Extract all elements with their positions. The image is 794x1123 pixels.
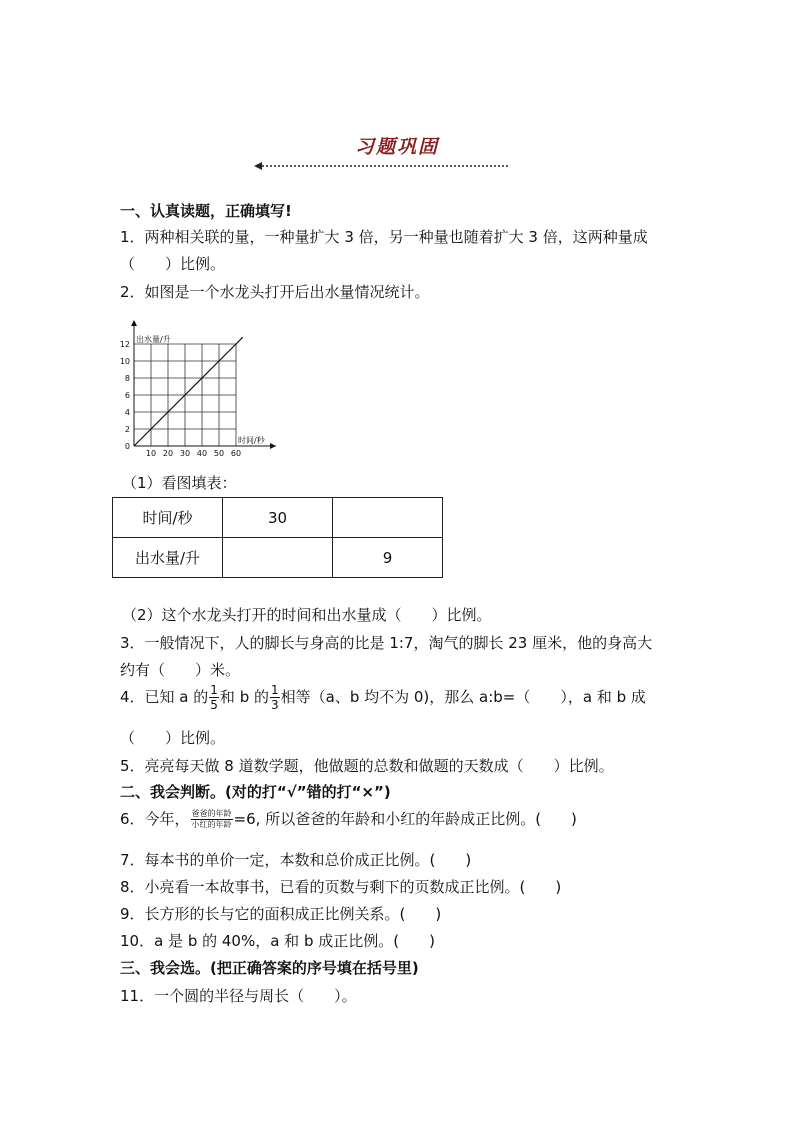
x-tick-label: 30	[179, 449, 191, 458]
y-tick-label: 6	[124, 391, 130, 400]
question-10: 10．a 是 b 的 40%，a 和 b 成正比例。( )	[120, 932, 435, 950]
question-9: 9．长方形的长与它的面积成正比例关系。( )	[120, 905, 442, 923]
fraction-one-third: $\frac{1}{3}$	[270, 683, 279, 712]
water-flow-chart	[112, 318, 282, 460]
table-row	[113, 498, 443, 538]
x-tick-label: 10	[145, 449, 157, 458]
table-cell: 出水量/升	[113, 538, 223, 578]
x-tick-label: 40	[196, 449, 208, 458]
question-1-line-2: （ ）比例。	[120, 255, 226, 273]
question-3-line-1: 3．一般情况下，人的脚长与身高的比是 1:7，淘气的脚长 23 厘米，他的身高大	[120, 634, 653, 652]
question-6: 6．今年， $\frac{\text{爸爸的年龄}}{\text{小红的年龄}}$ =6, 所以爸爸的年龄和小红的年龄成正比例。( )	[120, 809, 577, 829]
section-1-heading: 一、认真读题，正确填写!	[120, 202, 292, 220]
table-cell: 30	[223, 498, 333, 538]
y-tick-label: 2	[124, 425, 130, 434]
table-cell: 时间/秒	[113, 498, 223, 538]
question-8: 8．小亮看一本故事书，已看的页数与剩下的页数成正比例。( )	[120, 878, 562, 896]
table-cell: 9	[333, 538, 443, 578]
question-4-line-2: （ ）比例。	[120, 729, 226, 747]
section-2-heading: 二、我会判断。(对的打“√”错的打“×”)	[120, 783, 391, 801]
question-4-line-1: 4．已知 a 的 $\frac{1}{5}$ 和 b 的 $\frac{1}{3}$ 相等（a、b 均不为 0)，那么 a:b=（ ），a 和 b 成	[120, 683, 646, 712]
x-tick-label: 50	[213, 449, 225, 458]
fill-table	[112, 497, 443, 578]
question-1-line-1: 1．两种相关联的量，一种量扩大 3 倍，另一种量也随着扩大 3 倍，这两种量成	[120, 228, 648, 246]
y-tick-label: 12	[119, 340, 130, 349]
y-axis-label: 出水量/升	[136, 335, 171, 344]
y-tick-label: 0	[124, 442, 130, 451]
title-decoration-arrow	[252, 160, 514, 172]
x-tick-label: 60	[230, 449, 242, 458]
fraction-age-ratio: $\frac{\text{爸爸的年龄}}{\text{小红的年龄}}$	[191, 809, 232, 829]
question-11: 11．一个圆的半径与周长（ ）。	[120, 987, 357, 1005]
x-axis-label: 时间/秒	[238, 436, 265, 445]
y-axis-arrow	[131, 320, 137, 326]
y-tick-label: 8	[124, 374, 130, 383]
question-3-line-2: 约有（ ）米。	[120, 661, 241, 679]
y-tick-label: 4	[124, 408, 130, 417]
series-line	[134, 337, 243, 446]
table-row	[113, 538, 443, 578]
chart-series	[134, 337, 243, 446]
table-cell	[333, 498, 443, 538]
question-7: 7．每本书的单价一定，本数和总价成正比例。( )	[120, 851, 472, 869]
fraction-one-fifth: $\frac{1}{5}$	[210, 683, 218, 712]
y-tick-label: 10	[119, 357, 130, 366]
x-axis-arrow	[270, 443, 276, 449]
sub-question-1: （1）看图填表：	[122, 474, 237, 492]
question-5: 5．亮亮每天做 8 道数学题，他做题的总数和做题的天数成（ ）比例。	[120, 757, 614, 775]
question-2: 2．如图是一个水龙头打开后出水量情况统计。	[120, 283, 430, 301]
page-title: 习题巩固	[354, 136, 439, 158]
sub-question-2: （2）这个水龙头打开的时间和出水量成（ ）比例。	[122, 606, 492, 624]
table-cell	[223, 538, 333, 578]
section-3-heading: 三、我会选。(把正确答案的序号填在括号里)	[120, 959, 419, 977]
x-tick-label: 20	[162, 449, 174, 458]
